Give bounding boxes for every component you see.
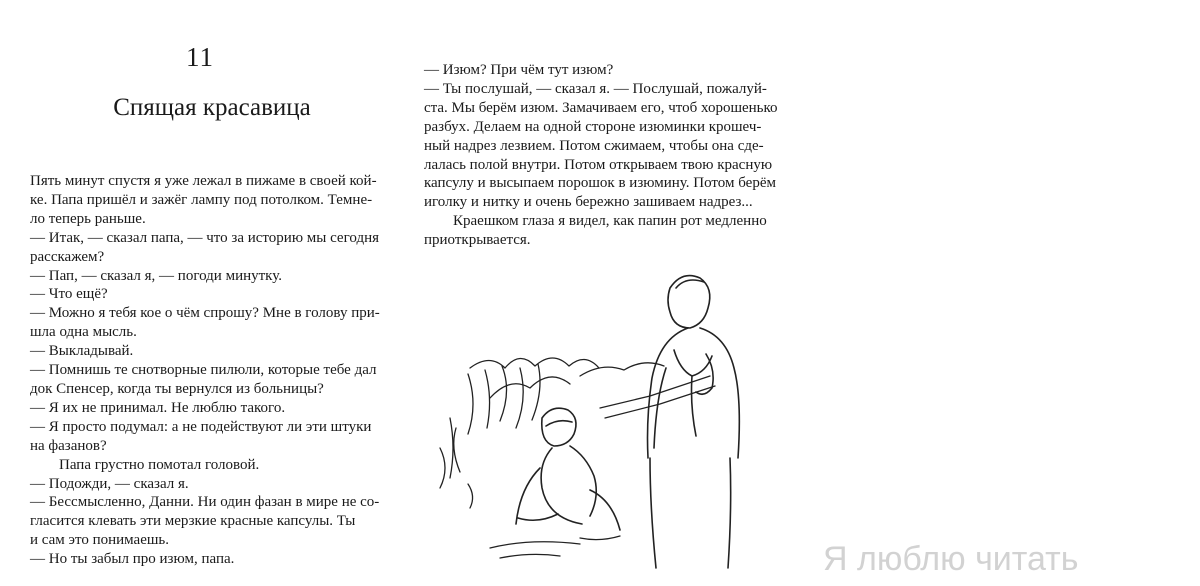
watermark-logo: Я люблю читать <box>823 540 1079 578</box>
ground-sketch <box>440 448 620 558</box>
illustration-father-and-son <box>430 258 790 576</box>
text-line: гласится клевать эти мерзкие красные капсулы. Ты <box>30 513 356 530</box>
text-line: ло теперь раньше. <box>30 210 146 227</box>
text-line: — Пап, — сказал я, — погоди минутку. <box>30 267 283 284</box>
text-line: ста. Мы берём изюм. Замачиваем его, чтоб хорошенько <box>424 99 778 116</box>
text-line: — Бессмысленно, Данни. Ни один фазан в мире не со- <box>30 494 380 511</box>
text-line: лалась полой внутри. Потом открываем твою красную <box>424 156 773 173</box>
left-page <box>0 0 400 586</box>
text-line: — Помнишь те снотворные пилюли, которые тебе дал <box>30 362 377 379</box>
text-line: — Ты послушай, — сказал я. — Послушай, пожалуй- <box>424 80 767 97</box>
hedge-sketch <box>450 358 715 478</box>
text-line: — Я их не принимал. Не люблю такого. <box>30 399 286 416</box>
text-line: Пять минут спустя я уже лежал в пижаме в своей кой- <box>30 173 377 189</box>
text-line: док Спенсер, когда ты вернулся из больницы? <box>30 380 324 397</box>
left-page-text <box>30 172 390 569</box>
text-line: — Подожди, — сказал я. <box>30 475 189 492</box>
text-line: приоткрывается. <box>424 232 531 249</box>
text-line: Папа грустно помотал головой. <box>59 456 260 473</box>
text-line: — Выкладывай. <box>30 343 134 360</box>
text-line: ке. Папа пришёл и зажёг лампу под потолком. Темне- <box>30 191 373 208</box>
text-line: — Изюм? При чём тут изюм? <box>424 62 614 78</box>
text-line: — Но ты забыл про изюм, папа. <box>30 551 235 568</box>
text-line: — Можно я тебя кое о чём спрошу? Мне в голову при- <box>30 305 380 322</box>
chapter-title: Спящая красавица <box>113 94 311 121</box>
father-figure <box>648 276 740 568</box>
text-line: расскажем? <box>30 248 105 265</box>
chapter-number: 11 <box>186 42 214 72</box>
text-line: — Что ещё? <box>30 286 108 303</box>
boy-figure <box>516 408 620 530</box>
text-line: — Я просто подумал: а не подействуют ли эти штуки <box>30 418 372 435</box>
right-page <box>400 0 1079 586</box>
text-line: — Итак, — сказал папа, — что за историю мы сегодня <box>30 229 379 246</box>
text-line: шла одна мысль. <box>30 324 137 341</box>
text-line: разбух. Делаем на одной стороне изюминки крошеч- <box>424 118 762 135</box>
text-line: на фазанов? <box>30 437 107 454</box>
text-line: иголку и нитку и очень бережно зашиваем надрез... <box>424 194 753 211</box>
right-page-text <box>424 61 782 250</box>
text-line: Краешком глаза я видел, как папин рот медленно <box>453 213 767 230</box>
text-line: капсулу и высыпаем порошок в изюмину. Потом берём <box>424 175 776 192</box>
text-line: ный надрез лезвием. Потом сжимаем, чтобы она сде- <box>424 137 764 154</box>
text-line: и сам это понимаешь. <box>30 532 169 549</box>
